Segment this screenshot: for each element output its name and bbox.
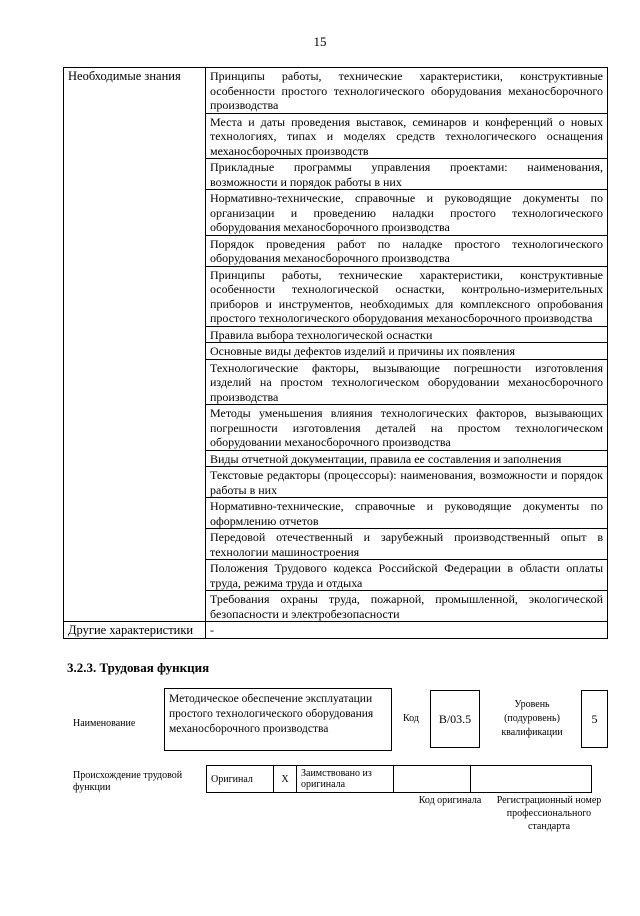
level-label: Уровень (подуровень) квалификации — [501, 699, 563, 738]
other-label: Другие характеристики — [64, 622, 206, 639]
borrowed-cell: Заимствовано из оригинала — [297, 766, 394, 793]
knowledge-item: Передовой отечественный и зарубежный производственный опыт в технологии машиностроения — [206, 529, 608, 560]
other-value: - — [206, 622, 608, 639]
name-label: Наименование — [73, 718, 136, 729]
requirements-table — [63, 67, 608, 639]
requirements-body — [64, 68, 608, 639]
knowledge-item: Требования охраны труда, пожарной, промышленной, экологической безопасности и электробезопасности — [206, 591, 608, 622]
knowledge-item: Прикладные программы управления проектами: наименования, возможности и порядок работы в них — [206, 159, 608, 190]
section-title: 3.2.3. Трудовая функция — [67, 660, 210, 675]
reg-number-caption: Регистрационный номер профессионального стандарта — [496, 795, 602, 832]
knowledge-label: Необходимые знания — [64, 68, 206, 622]
level-box: 5 — [581, 690, 608, 748]
knowledge-item: Нормативно-технические, справочные и руководящие документы по оформлению отчетов — [206, 498, 608, 529]
reg-number-cell — [471, 766, 592, 793]
knowledge-item: Технологические факторы, вызывающие погрешности изготовления изделий на простом технологическом оборудовании механосборочного производства — [206, 359, 608, 405]
knowledge-row — [64, 68, 608, 114]
code-original-cell — [394, 766, 471, 793]
code-label: Код — [403, 713, 419, 724]
knowledge-item: Принципы работы, технические характеристики, конструктивные особенности технологической оснастки, контрольно-измерительных приборов и инструментов, необходимых для комплексного опробования простого технологического оборудования механосборочного производства — [206, 266, 608, 326]
original-cell: Оригинал — [207, 766, 274, 793]
knowledge-item: Места и даты проведения выставок, семинаров и конференций о новых технологиях, типах и моделях средств технологического оснащения механосборочных производств — [206, 113, 608, 159]
knowledge-item: Виды отчетной документации, правила ее составления и заполнения — [206, 450, 608, 467]
function-name-box: Методическое обеспечение эксплуатации простого технологического оборудования механосборочного производства — [164, 688, 392, 751]
code-original-caption: Код оригинала — [418, 795, 482, 806]
knowledge-item: Основные виды дефектов изделий и причины их появления — [206, 343, 608, 360]
code-box: B/03.5 — [430, 690, 480, 748]
origin-label: Происхождение трудовой функции — [73, 770, 183, 793]
knowledge-item: Методы уменьшения влияния технологических факторов, вызывающих погрешности изготовления деталей на простом технологическом оборудовании механосборочного производства — [206, 405, 608, 451]
page-number: 15 — [313, 34, 327, 49]
knowledge-item: Порядок проведения работ по наладке простого технологического оборудования механосборочного производства — [206, 235, 608, 266]
knowledge-item: Принципы работы, технические характеристики, конструктивные особенности простого технологического оборудования механосборочного производства — [206, 68, 608, 114]
other-row — [64, 622, 608, 639]
knowledge-item: Нормативно-технические, справочные и руководящие документы по организации и проведению наладки простого технологического оборудования механосборочного производства — [206, 190, 608, 236]
original-mark: X — [274, 766, 297, 793]
knowledge-item: Положения Трудового кодекса Российской Федерации в области оплаты труда, режима труда и отдыха — [206, 560, 608, 591]
origin-table — [206, 765, 592, 793]
knowledge-item: Правила выбора технологической оснастки — [206, 326, 608, 343]
knowledge-item: Текстовые редакторы (процессоры): наименования, возможности и порядок работы в них — [206, 467, 608, 498]
